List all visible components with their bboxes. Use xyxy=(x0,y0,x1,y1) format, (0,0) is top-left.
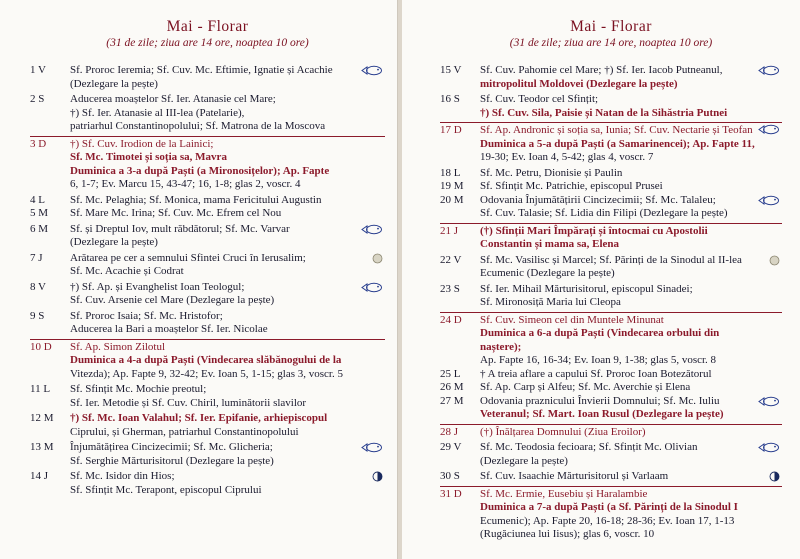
entry-text xyxy=(480,488,782,542)
entry-line: Sf. Sfințit Mc. Patrichie, episcopul Prusei xyxy=(480,180,663,192)
entry-text xyxy=(70,441,385,468)
entry-line: Sf. Cuv. Simeon cel din Muntele Minunat xyxy=(480,313,664,326)
entry-line: (Dezlegare la pește) xyxy=(70,236,158,248)
entry-line: Ciprului, și Gherman, patriarhul Constantinopolului xyxy=(70,425,299,438)
entry-day: 17 D xyxy=(440,124,462,136)
fish-icon xyxy=(758,124,780,135)
fish-icon xyxy=(361,442,383,453)
page-title: Mai - Florar xyxy=(570,18,652,35)
entry-text xyxy=(70,341,385,382)
entry-day: 12 M xyxy=(30,412,54,424)
entry-line: Sf. Mc. Acachie și Codrat xyxy=(70,265,184,277)
left-page xyxy=(0,0,398,559)
entry-line: †) Sf. Cuv. Sila, Paisie și Natan de la Sihăstria Putnei xyxy=(480,106,728,119)
entry-line: Sf. Mc. Teodosia fecioara; Sf. Sfințit Mc. Olivian xyxy=(480,441,698,453)
calendar-entry xyxy=(440,470,782,484)
fish-icon xyxy=(758,195,780,206)
calendar-entry xyxy=(30,64,385,91)
entry-line: 6, 1-7; Ev. Marcu 15, 43-47; 16, 1-8; glas 2, voscr. 4 xyxy=(70,178,301,190)
entry-day: 8 V xyxy=(30,280,46,293)
entry-text xyxy=(480,194,782,221)
entry-day: 7 J xyxy=(30,251,43,264)
entry-line: Sf. Cuv. Pahomie cel Mare; †) Sf. Ier. Iacob Putneanul, xyxy=(480,64,723,76)
entry-line: †) Sf. Ier. Atanasie al III-lea (Patelarie), xyxy=(70,106,245,119)
entry-line: (Rugăciunea lui Iisus); glas 6, voscr. 10 xyxy=(480,528,655,540)
calendar-entry xyxy=(30,383,385,410)
entry-text xyxy=(70,383,385,410)
calendar-entry xyxy=(440,395,782,422)
entry-day: 31 D xyxy=(440,487,462,500)
fish-icon xyxy=(361,224,383,235)
entry-line: Sf. Mc. Timotei și soția sa, Mavra xyxy=(70,151,227,163)
entry-text xyxy=(70,281,385,308)
fish-icon xyxy=(361,65,383,76)
fish-icon xyxy=(758,442,780,453)
entry-day: 14 J xyxy=(30,470,49,482)
calendar-entry xyxy=(440,254,782,281)
entry-text xyxy=(480,441,782,468)
entry-day: 26 M xyxy=(440,381,464,393)
calendar-entry xyxy=(440,167,782,181)
entry-line: (Dezlegare la pește) xyxy=(480,454,568,467)
entry-line: Sf. Mironosiță Maria lui Cleopa xyxy=(480,296,621,308)
entry-day: 21 J xyxy=(440,224,459,237)
entry-text xyxy=(480,283,782,310)
entry-line: Duminica a 6-a după Paști (Vindecarea orbului din naștere); xyxy=(480,327,720,353)
entry-line: Arătarea pe cer a semnului Sfintei Cruci în Ierusalim; xyxy=(70,251,306,264)
entry-text xyxy=(70,207,385,221)
entry-line: †) Sf. Ap. și Evanghelist Ioan Teologul; xyxy=(70,280,245,293)
entry-text xyxy=(70,310,385,337)
half-moon-icon xyxy=(372,471,383,482)
entry-text xyxy=(480,64,782,91)
entry-line: Vitezda); Ap. Fapte 9, 32-42; Ev. Ioan 5, 1-15; glas 3, voscr. 5 xyxy=(70,367,343,380)
calendar-entry xyxy=(440,312,782,368)
entry-day: 1 V xyxy=(30,64,46,76)
entry-text xyxy=(480,225,782,252)
entry-line: (Dezlegare la pește) xyxy=(70,77,158,90)
entry-line: Sf. Mc. Ermie, Eusebiu și Haralambie xyxy=(480,487,648,500)
page-title: Mai - Florar xyxy=(166,18,249,35)
entry-line: Sf. Proroc Ieremia; Sf. Cuv. Mc. Eftimie, Ignatie și Acachie xyxy=(70,64,333,76)
right-page xyxy=(402,0,800,559)
entry-text xyxy=(70,194,385,208)
entry-line: Sf. Ier. Mihail Mărturisitorul, episcopul Sinadei; xyxy=(480,282,693,295)
entry-text xyxy=(480,368,782,382)
calendar-entry xyxy=(30,310,385,337)
entry-day: 5 M xyxy=(30,207,49,219)
entry-line: (†) Înălțarea Domnului (Ziua Eroilor) xyxy=(480,425,646,438)
entry-line: †) Sf. Mc. Ioan Valahul; Sf. Ier. Epifanie, arhiepiscopul xyxy=(70,412,328,424)
calendar-entry xyxy=(440,180,782,194)
calendar-entry xyxy=(440,441,782,468)
calendar-entry xyxy=(440,486,782,542)
entry-line: Sf. Cuv. Isaachie Mărturisitorul și Varlaam xyxy=(480,470,669,482)
entry-day: 29 V xyxy=(440,441,462,453)
entry-day: 16 S xyxy=(440,93,460,105)
entry-line: Aducerea moaștelor Sf. Ier. Atanasie cel Mare; xyxy=(70,93,276,105)
calendar-entry xyxy=(440,194,782,221)
entry-line: Sf. Mc. Isidor din Hios; xyxy=(70,470,175,482)
entry-day: 28 J xyxy=(440,425,459,438)
calendar-entry xyxy=(30,441,385,468)
entry-day: 6 M xyxy=(30,222,49,235)
calendar-entry xyxy=(30,281,385,308)
entry-text xyxy=(70,252,385,279)
calendar-entry xyxy=(440,283,782,310)
entry-text xyxy=(70,223,385,250)
entry-day: 10 D xyxy=(30,340,52,353)
entry-day: 20 M xyxy=(440,193,464,206)
entry-day: 30 S xyxy=(440,470,460,482)
entry-line: Sf. Mc. Pelaghia; Sf. Monica, mama Fericitului Augustin xyxy=(70,193,322,206)
calendar-entry xyxy=(30,339,385,382)
entry-line: †) Sf. Cuv. Irodion de la Lainici; xyxy=(70,137,214,150)
entry-text xyxy=(480,314,782,368)
entry-line: patriarhul Constantinopolului; Sf. Matrona de la Moscova xyxy=(70,120,326,132)
entry-line: Sf. Cuv. Teodor cel Sfințit; xyxy=(480,93,599,105)
entry-line: Sf. Mc. Petru, Dionisie și Paulin xyxy=(480,166,623,179)
calendar-entry xyxy=(30,412,385,439)
entry-text xyxy=(480,180,782,194)
calendar-entry xyxy=(440,122,782,165)
entry-line: † A treia aflare a capului Sf. Proroc Ioan Botezătorul xyxy=(480,367,712,380)
calendar-entry xyxy=(440,368,782,382)
entry-line: Sf. Ier. Metodie și Sf. Cuv. Chiril, luminătorii slavilor xyxy=(70,396,307,409)
entry-day: 13 M xyxy=(30,441,54,453)
entry-day: 2 S xyxy=(30,93,45,105)
calendar-entry xyxy=(440,381,782,395)
entry-line: Duminica a 5-a după Paști (a Samarinencei); Ap. Fapte 11, xyxy=(480,137,755,150)
entry-list xyxy=(440,64,782,542)
fish-icon xyxy=(758,396,780,407)
entry-day: 25 L xyxy=(440,367,461,380)
calendar-entry xyxy=(440,424,782,440)
entry-text xyxy=(70,412,385,439)
entry-line: Aducerea la Bari a moaștelor Sf. Ier. Nicolae xyxy=(70,323,268,335)
entry-day: 15 V xyxy=(440,64,462,76)
entry-text xyxy=(480,395,782,422)
half-moon-icon xyxy=(769,471,780,482)
entry-text xyxy=(70,64,385,91)
entry-line: mitropolitul Moldovei (Dezlegare la pește) xyxy=(480,77,678,90)
entry-text xyxy=(70,138,385,192)
entry-line: Sf. Ap. Simon Zilotul xyxy=(70,340,166,353)
entry-day: 22 V xyxy=(440,253,462,266)
entry-day: 11 L xyxy=(30,383,51,395)
entry-day: 3 D xyxy=(30,137,47,150)
page-subtitle: (31 de zile; ziua are 14 ore, noaptea 10 ore) xyxy=(106,37,309,49)
full-moon-icon xyxy=(372,253,383,264)
entry-line: Ap. Fapte 16, 16-34; Ev. Ioan 9, 1-38; glas 5, voscr. 8 xyxy=(480,354,717,366)
entry-line: Sf. Serghie Mărturisitorul (Dezlegare la pește) xyxy=(70,454,274,467)
entry-text xyxy=(480,426,782,440)
entry-text xyxy=(480,381,782,395)
entry-line: Ecumenic); Ap. Fapte 20, 16-18; 28-36; Ev. Ioan 17, 1-13 xyxy=(480,514,735,527)
entry-day: 23 S xyxy=(440,282,460,295)
entry-line: Sf. Ap. Andronic și soția sa, Iunia; Sf. Cuv. Nectarie și Teofan xyxy=(480,124,753,136)
entry-line: Sf. Proroc Isaia; Sf. Mc. Hristofor; xyxy=(70,309,223,322)
entry-line: Sf. Sfințit Mc. Terapont, episcopul Ciprului xyxy=(70,483,262,496)
calendar-entry xyxy=(440,64,782,91)
calendar-entry xyxy=(30,194,385,208)
entry-text xyxy=(480,254,782,281)
entry-text xyxy=(480,93,782,120)
calendar-entry xyxy=(30,470,385,497)
page-subtitle: (31 de zile; ziua are 14 ore, noaptea 10 ore) xyxy=(509,37,713,49)
entry-line: Duminica a 7-a după Paști (a Sf. Părinți de la Sinodul I xyxy=(480,501,738,513)
entry-text xyxy=(70,470,385,497)
calendar-entry xyxy=(440,223,782,252)
entry-day: 9 S xyxy=(30,309,45,322)
entry-line: Sf. Cuv. Talasie; Sf. Lidia din Filipi (Dezlegare la pește) xyxy=(480,207,728,219)
entry-day: 18 L xyxy=(440,166,461,179)
entry-line: Sf. Ap. Carp și Alfeu; Sf. Mc. Averchie și Elena xyxy=(480,381,691,393)
full-moon-icon xyxy=(769,255,780,266)
calendar-entry xyxy=(30,207,385,221)
calendar-entry xyxy=(30,136,385,192)
entry-line: Înjumătățirea Cincizecimii; Sf. Mc. Glicheria; xyxy=(70,441,273,453)
calendar-entry xyxy=(30,252,385,279)
entry-day: 27 M xyxy=(440,394,464,407)
entry-line: Sf. Mare Mc. Irina; Sf. Cuv. Mc. Efrem cel Nou xyxy=(70,207,282,219)
entry-line: Sf. Cuv. Arsenie cel Mare (Dezlegare la pește) xyxy=(70,294,275,306)
entry-line: Duminica a 4-a după Paști (Vindecarea slăbănogului de la xyxy=(70,354,342,366)
entry-line: Duminica a 3-a după Paști (a Mironosițelor); Ap. Fapte xyxy=(70,164,330,177)
entry-line: Sf. și Dreptul Iov, mult răbdătorul; Sf. Mc. Varvar xyxy=(70,222,290,235)
entry-text xyxy=(70,93,385,134)
entry-line: Veteranul; Sf. Mart. Ioan Rusul (Dezlegare la pește) xyxy=(480,408,724,420)
fish-icon xyxy=(361,282,383,293)
calendar-entry xyxy=(30,223,385,250)
entry-line: 19-30; Ev. Ioan 4, 5-42; glas 4, voscr. 7 xyxy=(480,151,654,163)
entry-text xyxy=(480,167,782,181)
entry-day: 4 L xyxy=(30,193,45,206)
entry-line: Odovania praznicului Învierii Domnului; Sf. Mc. Iuliu xyxy=(480,394,720,407)
calendar-entry xyxy=(30,93,385,134)
entry-line: (†) Sfinții Mari Împărați și întocmai cu Apostolii xyxy=(480,224,708,237)
entry-line: Sf. Mc. Vasilisc și Marcel; Sf. Părinți de la Sinodul al II-lea xyxy=(480,253,742,266)
entry-line: Odovania Înjumătățirii Cincizecimii; Sf. Mc. Talaleu; xyxy=(480,193,716,206)
entry-day: 19 M xyxy=(440,180,464,192)
entry-text xyxy=(480,470,782,484)
entry-text xyxy=(480,124,782,165)
entry-line: Constantin și mama sa, Elena xyxy=(480,238,620,250)
entry-line: Ecumenic (Dezlegare la pește) xyxy=(480,267,615,279)
entry-line: Sf. Sfințit Mc. Mochie preotul; xyxy=(70,383,207,395)
entry-list xyxy=(30,64,385,497)
fish-icon xyxy=(758,65,780,76)
calendar-entry xyxy=(440,93,782,120)
entry-day: 24 D xyxy=(440,313,462,326)
